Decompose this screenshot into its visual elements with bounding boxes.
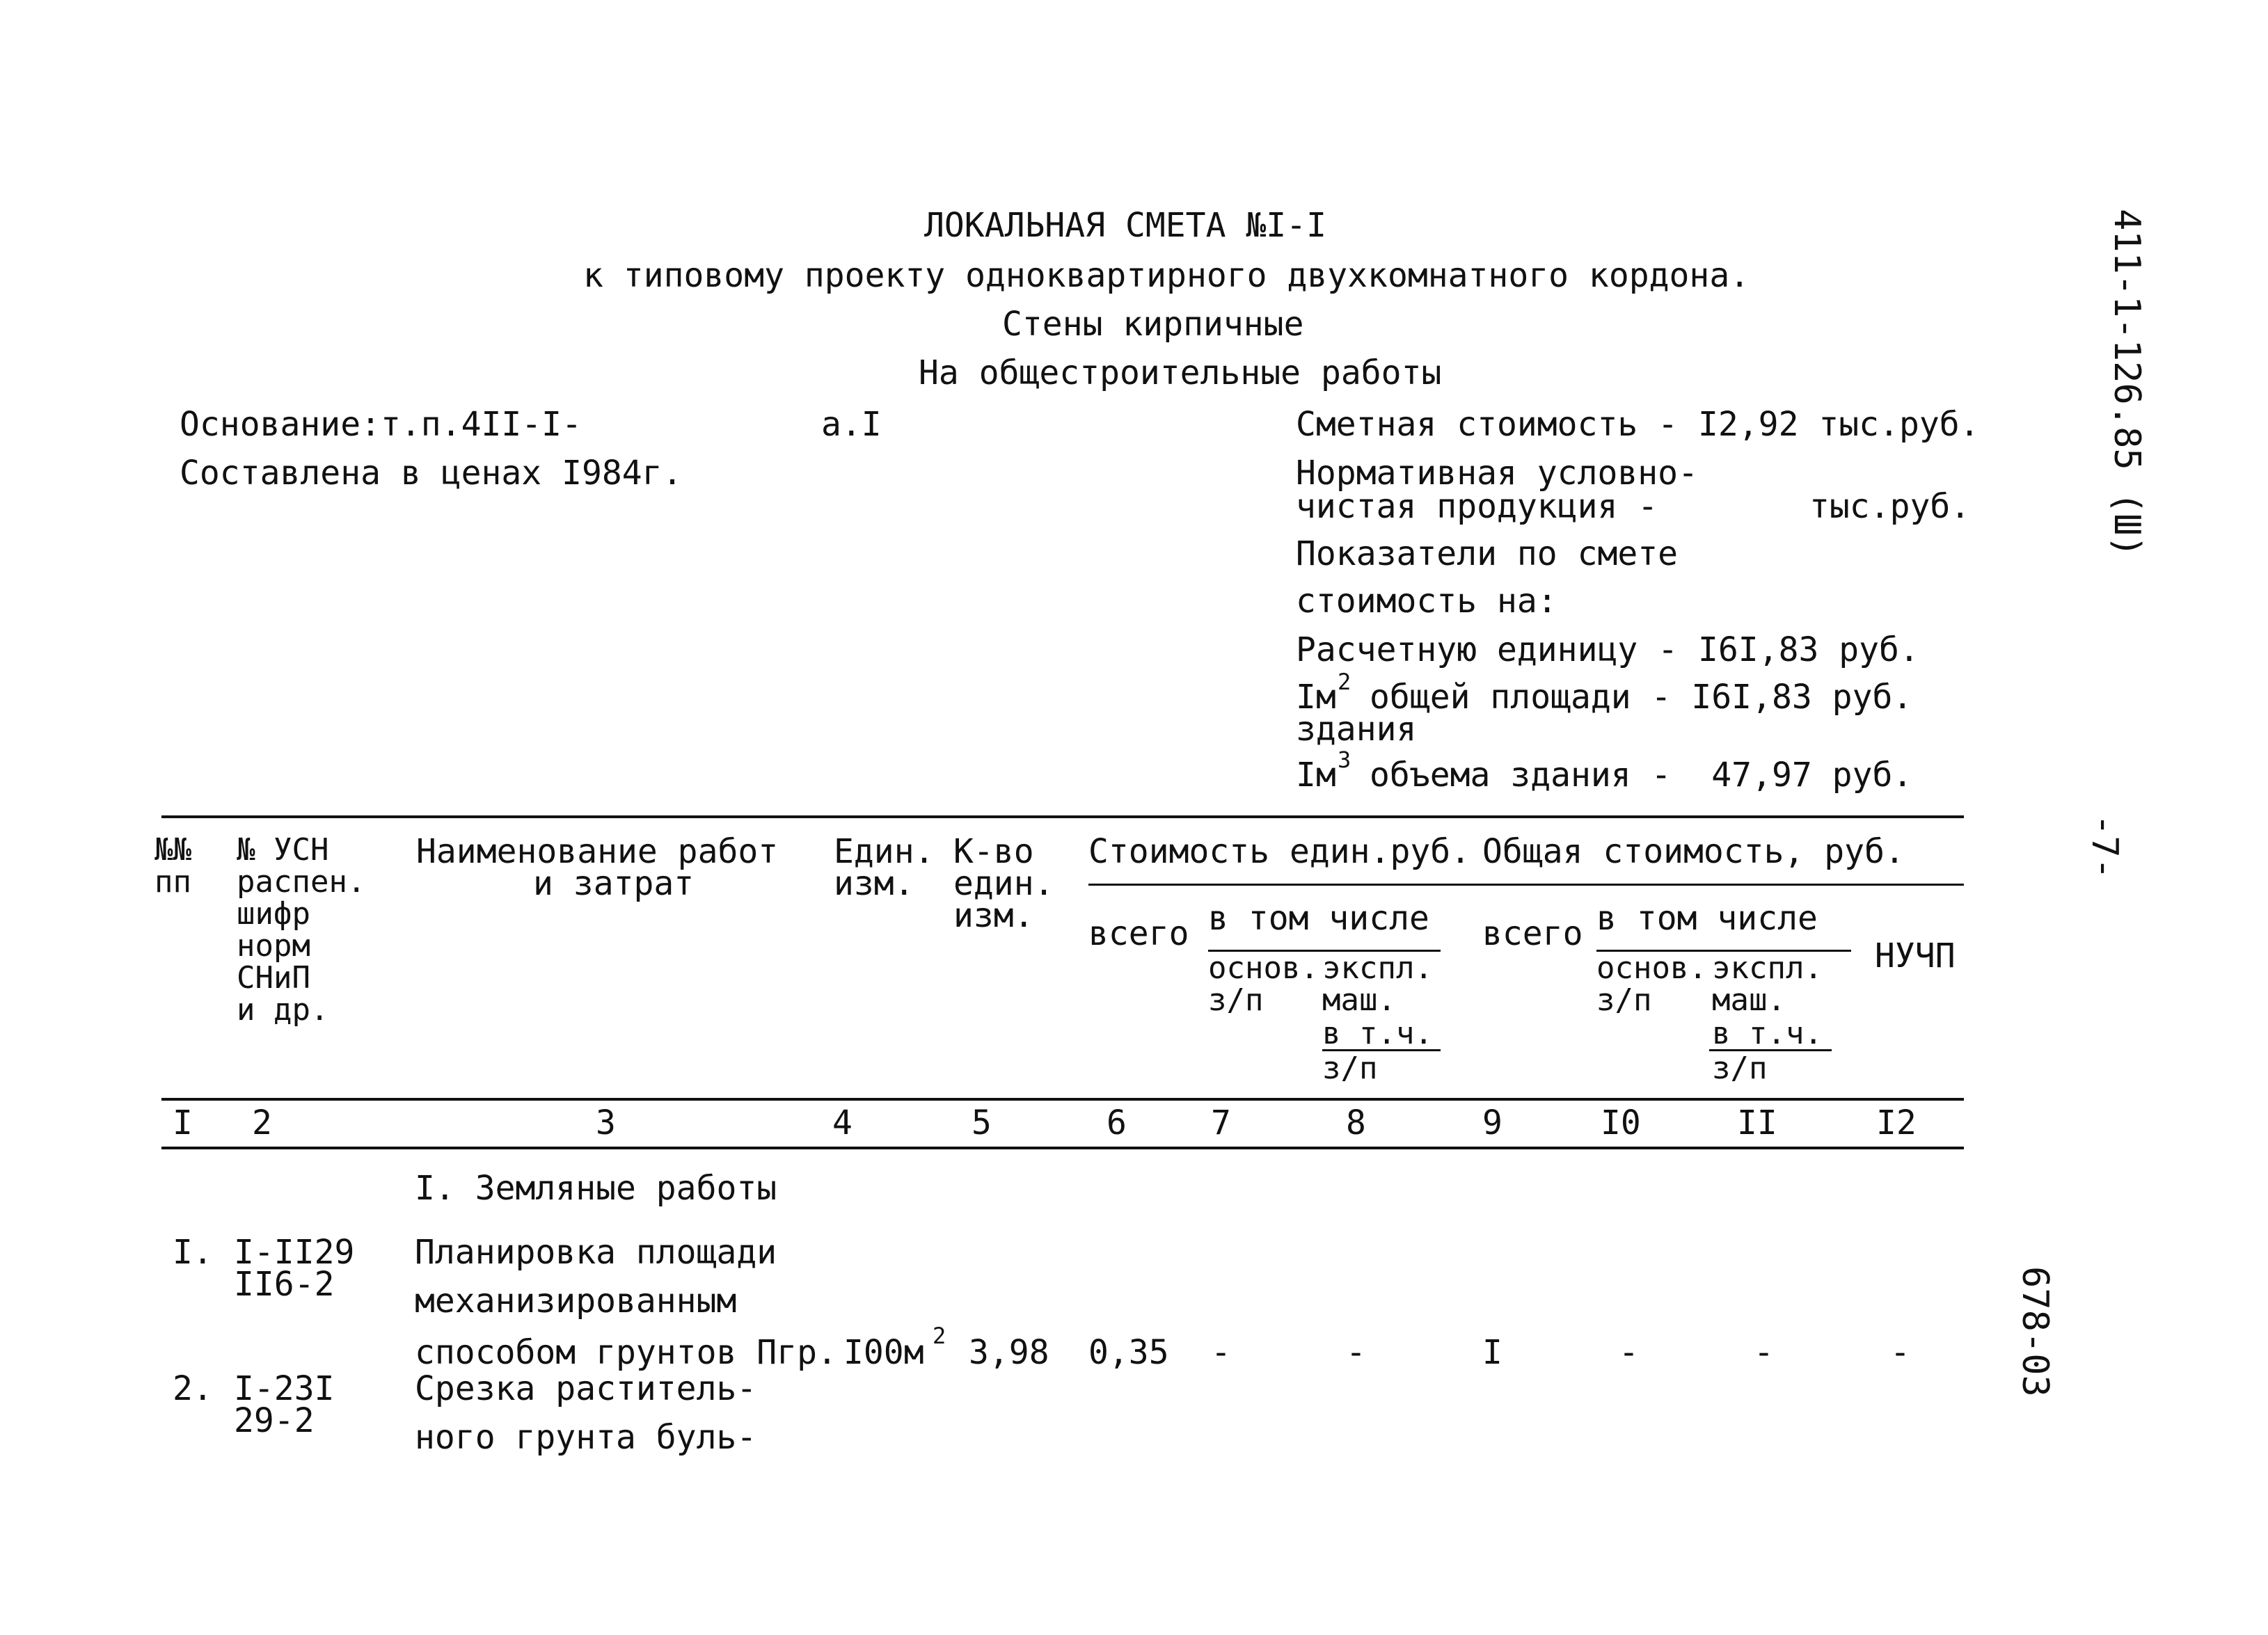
row1-total-ekspl: - (1754, 1333, 1774, 1372)
row1-name1: Планировка площади (415, 1233, 777, 1272)
per-m2-superscript: 2 (1338, 669, 1351, 695)
col-number-5: 5 (972, 1103, 992, 1142)
row2-number: 2. (173, 1369, 213, 1408)
col2-header-e: СНиП (237, 960, 310, 996)
total-cost-header: Общая стоимость, руб. (1482, 832, 1905, 871)
unit-zp2-header: з/п (1322, 1051, 1378, 1086)
col-number-10: I0 (1601, 1103, 1641, 1142)
col-number-9: 9 (1482, 1103, 1502, 1142)
total-ekspl-header: экспл. (1712, 950, 1823, 986)
row1-unit: I00м (843, 1333, 924, 1372)
total-zp-header: з/п (1596, 982, 1652, 1018)
header-bottom-rule (161, 1098, 1964, 1101)
normative-unit: тыс.руб. (1809, 487, 1971, 526)
col4-header-a: Един. (834, 832, 935, 871)
col2-header-a: № УСН (237, 832, 329, 868)
row1-code2: II6-2 (234, 1265, 335, 1304)
row1-name2: механизированным (415, 1282, 737, 1321)
indicators-line2: стоимость на: (1296, 582, 1557, 621)
basis-line: Основание:т.п.4II-I- (180, 405, 582, 444)
estimate-subtitle: к типовому проекту одноквартирного двухкомнатного кордона. (583, 256, 1750, 295)
row1-unit-total: 0,35 (1088, 1333, 1169, 1372)
normative-line1: Нормативная условно- (1296, 454, 1698, 493)
col-number-1: I (173, 1103, 193, 1142)
estimate-cost: Сметная стоимость - I2,92 тыс.руб. (1296, 405, 1980, 444)
per-m2-cost: общей площади - I6I,83 руб. (1370, 678, 1913, 717)
unit-total-header: всего (1088, 914, 1189, 953)
total-osnov-header: основ. (1596, 950, 1707, 986)
row1-code1: I-II29 (234, 1233, 355, 1272)
indicators-line1: Показатели по смете (1296, 534, 1679, 573)
album-line: а.I (821, 405, 882, 444)
row1-unit-osnov: - (1211, 1333, 1231, 1372)
col-number-7: 7 (1211, 1103, 1231, 1142)
sheet-number: 678-03 (2014, 1266, 2056, 1397)
per-m3-prefix: Iм (1296, 756, 1336, 795)
document-code: 411-1-126.85 (Ш) (2106, 209, 2148, 557)
total-mash-header: маш. (1712, 982, 1786, 1018)
normative-line2: чистая продукция - (1296, 487, 1658, 526)
total-zp2-header: з/п (1712, 1051, 1768, 1086)
nuchp-header: НУЧП (1875, 936, 1956, 975)
estimate-title: ЛОКАЛЬНАЯ СМЕТА №I-I (924, 206, 1326, 245)
unit-ekspl-header: экспл. (1322, 950, 1433, 986)
row1-nuchp: - (1890, 1333, 1910, 1372)
col-number-12: I2 (1876, 1103, 1917, 1142)
col-number-3: 3 (596, 1103, 616, 1142)
per-m3-cost: объема здания - 47,97 руб. (1370, 756, 1913, 795)
col2-header-c: шифр (237, 896, 310, 932)
col3-header-a: Наименование работ (416, 832, 779, 871)
row2-code1: I-23I (234, 1369, 335, 1408)
row1-number: I. (173, 1233, 213, 1272)
numbers-bottom-rule (161, 1147, 1964, 1149)
table-top-rule (161, 815, 1964, 818)
row1-total-osnov: - (1619, 1333, 1639, 1372)
total-total-header: всего (1482, 914, 1583, 953)
works-type: На общестроительные работы (919, 353, 1442, 392)
prices-line: Составлена в ценах I984г. (180, 454, 683, 493)
col1-header-a: №№ (154, 832, 191, 868)
total-vtch-header: в т.ч. (1712, 1016, 1823, 1051)
page-number: -7- (2084, 814, 2125, 879)
row1-quantity: 3,98 (969, 1333, 1049, 1372)
col3-header-b: и затрат (533, 864, 695, 903)
row1-total: I (1482, 1333, 1502, 1372)
unit-cost-header: Стоимость един.руб. (1088, 832, 1471, 871)
col-number-4: 4 (832, 1103, 853, 1142)
col-number-11: II (1737, 1103, 1777, 1142)
col-number-8: 8 (1346, 1103, 1366, 1142)
row2-code2: 29-2 (234, 1401, 315, 1440)
col5-header-c: изм. (953, 896, 1034, 935)
unit-osnov-header: основ. (1208, 950, 1319, 986)
cost-group-rule (1088, 884, 1964, 886)
total-incl-header: в том числе (1596, 899, 1818, 938)
col2-header-b: распен. (237, 864, 366, 900)
unit-vtch-header: в т.ч. (1322, 1016, 1433, 1051)
unit-incl-header: в том числе (1208, 899, 1429, 938)
col4-header-b: изм. (834, 864, 914, 903)
per-m2-suffix: здания (1296, 710, 1417, 749)
per-m3-superscript: 3 (1338, 747, 1351, 773)
section-heading: I. Земляные работы (415, 1169, 777, 1208)
col-number-2: 2 (252, 1103, 272, 1142)
col1-header-b: пп (154, 864, 191, 900)
col5-header-a: К-во (953, 832, 1034, 871)
row1-name3: способом грунтов Пгр. (415, 1333, 837, 1372)
per-m2-prefix: Iм (1296, 678, 1336, 717)
row2-name1: Срезка раститель- (415, 1369, 757, 1408)
unit-mash-header: маш. (1322, 982, 1396, 1018)
col-number-6: 6 (1107, 1103, 1127, 1142)
per-unit-cost: Расчетную единицу - I6I,83 руб. (1296, 630, 1919, 669)
col2-header-d: норм (237, 928, 310, 964)
col5-header-b: един. (953, 864, 1054, 903)
row1-unit-ekspl: - (1346, 1333, 1366, 1372)
walls-type: Стены кирпичные (1002, 305, 1304, 344)
row2-name2: ного грунта буль- (415, 1418, 757, 1457)
col2-header-f: и др. (237, 992, 329, 1028)
unit-zp-header: з/п (1208, 982, 1264, 1018)
row1-unit-superscript: 2 (933, 1323, 946, 1349)
